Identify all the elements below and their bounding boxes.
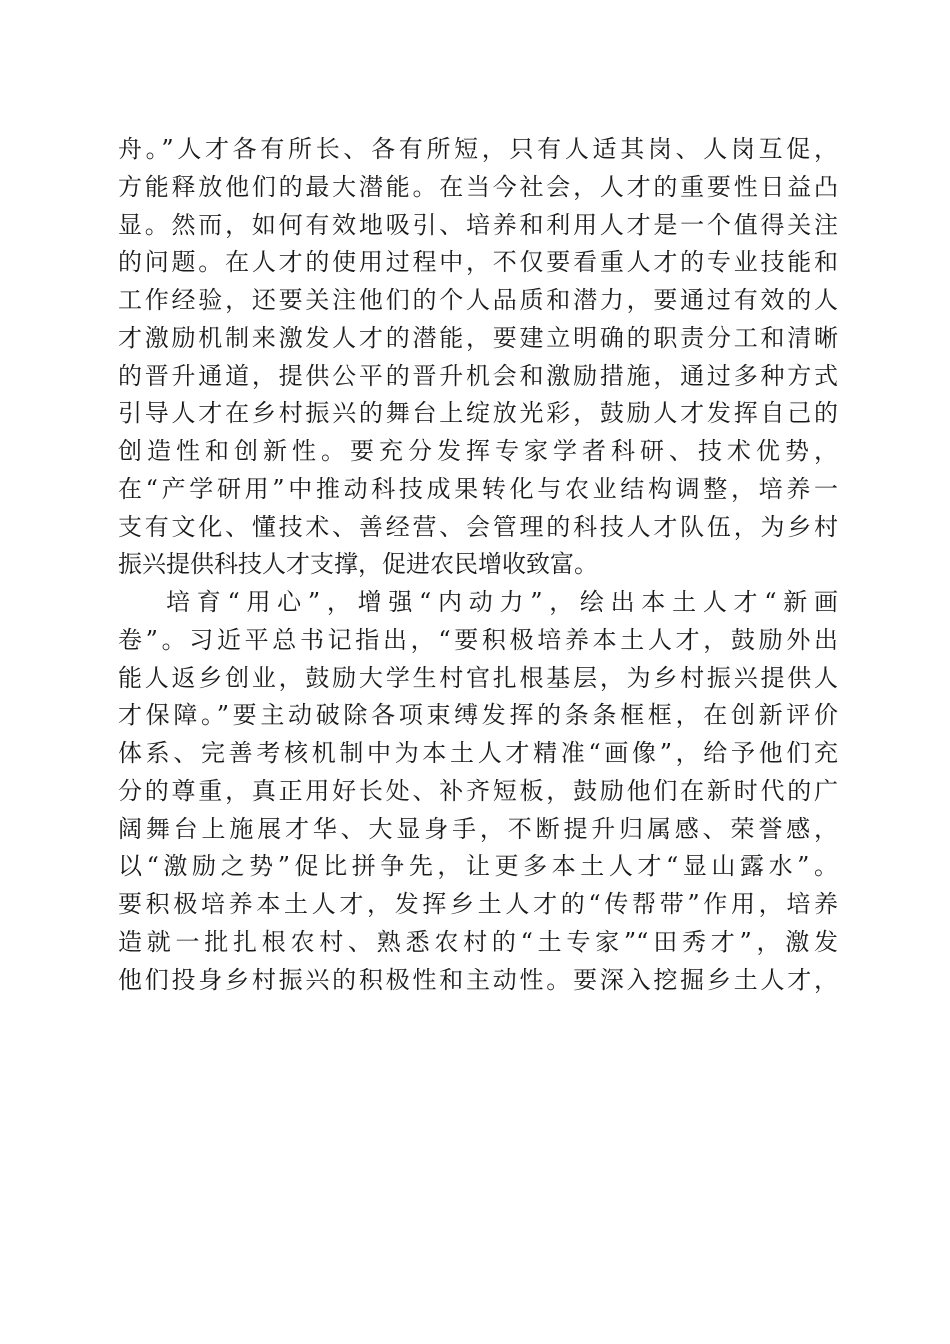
text-line: 才激励机制来激发人才的潜能，要建立明确的职责分工和清晰: [118, 323, 838, 352]
text-line: 才保障。”要主动破除各项束缚发挥的条条框框，在创新评价: [118, 701, 838, 730]
text-line: 阔舞台上施展才华、大显身手，不断提升归属感、荣誉感，: [118, 814, 838, 843]
text-line: 的晋升通道，提供公平的晋升机会和激励措施，通过多种方式: [118, 361, 838, 390]
paragraph-2: [118, 584, 838, 999]
text-line: 的问题。在人才的使用过程中，不仅要看重人才的专业技能和: [118, 248, 838, 277]
text-line: 引导人才在乡村振兴的舞台上绽放光彩，鼓励人才发挥自己的: [118, 399, 838, 428]
text-line: 创造性和创新性。要充分发挥专家学者科研、技术优势，: [118, 437, 838, 465]
text-line: 显。然而，如何有效地吸引、培养和利用人才是一个值得关注: [118, 210, 838, 239]
text-line: 舟。”人才各有所长、各有所短，只有人适其岗、人岗互促，: [118, 135, 838, 163]
text-line: 要积极培养本土人才，发挥乡土人才的“传帮带”作用，培养: [118, 890, 838, 918]
text-line: 以“激励之势”促比拼争先，让更多本土人才“显山露水”。: [118, 852, 838, 881]
paragraph-1: [118, 131, 838, 584]
text-line: 方能释放他们的最大潜能。在当今社会，人才的重要性日益凸: [118, 172, 838, 201]
text-line: 支有文化、懂技术、善经营、会管理的科技人才队伍，为乡村: [118, 512, 838, 541]
text-line: 体系、完善考核机制中为本土人才精准“画像”，给予他们充: [118, 739, 838, 767]
text-line: 卷”。习近平总书记指出，“要积极培养本土人才，鼓励外出: [118, 625, 838, 654]
text-line: 他们投身乡村振兴的积极性和主动性。要深入挖掘乡土人才，: [118, 965, 838, 994]
text-line: 分的尊重，真正用好长处、补齐短板，鼓励他们在新时代的广: [118, 776, 838, 805]
text-line: 振兴提供科技人才支撑，促进农民增收致富。: [118, 550, 598, 579]
text-line: 造就一批扎根农村、熟悉农村的“土专家”“田秀才”，激发: [118, 927, 838, 956]
body-text: [118, 131, 838, 999]
text-line: 培育“用心”，增强“内动力”，绘出本土人才“新画: [166, 588, 838, 616]
text-line: 能人返乡创业，鼓励大学生村官扎根基层，为乡村振兴提供人: [118, 663, 838, 692]
text-line: 在“产学研用”中推动科技成果转化与农业结构调整，培养一: [118, 474, 838, 503]
text-line: 工作经验，还要关注他们的个人品质和潜力，要通过有效的人: [118, 286, 838, 314]
